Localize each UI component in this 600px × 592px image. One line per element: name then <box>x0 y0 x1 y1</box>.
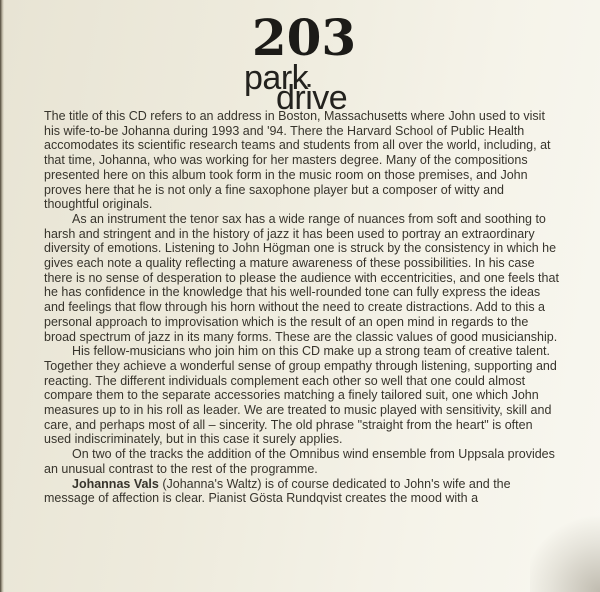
album-title-word-drive: drive <box>276 79 348 117</box>
track-title-johannas-vals: Johannas Vals <box>72 476 159 491</box>
liner-notes-paragraph-4: On two of the tracks the addition of the Omnibus wind ensemble from Uppsala provides an unusual contrast to the rest of the programme. <box>44 447 555 476</box>
liner-notes-paragraph-1: The title of this CD refers to an address in Boston, Massachusetts where John used to visit his wife-to-be Johanna during 1993 and '94. There the Harvard School of Public Health accomodates its scientific research teams and students from all over the world, including, at that time, Johanna, who was working for her masters degree. Many of the compositions presented here on this album took form in the music room on those premises, and John proves here that he is not only a fine saxophone player but a composer of witty and thoughtful originals. <box>44 109 551 212</box>
page-left-edge-shadow <box>0 0 4 592</box>
album-number: 203 <box>251 8 357 67</box>
liner-notes-paragraph-5 <box>44 477 561 506</box>
liner-notes-paragraph-2: As an instrument the tenor sax has a wide range of nuances from soft and soothing to harsh and stringent and in the history of jazz it has been used to portray an extraordinary diversity of emotions. Listening to John Högman one is struck by the consistency in which he gives each note a quality reflecting a mature awareness of these possibilities. In his case there is no sense of desperation to please the audience with eccentricities, and one feels that he has confidence in the knowledge that his well-rounded tone can fully express the ideas and feelings that flow through his horn without the need to create distractions. Add to this a personal approach to improvisation which is the result of an open mind in regards to the broad spectrum of jazz in its many forms. These are the classic values of good musicianship. <box>44 211 559 344</box>
album-title-word-park: park <box>244 59 309 97</box>
liner-notes-paragraph-3: His fellow-musicians who join him on this CD make up a strong team of creative talent. Together they achieve a wonderful sense of group empathy through listening, supporting and reacting. The different individuals complement each other so well that one could almost compare them to the separate accessories matching a finely tailored suit, one which John measures up to in his roll as leader. We are treated to music played with sensitivity, skill and care, and perhaps most of all – sincerity. The old phrase "straight from the heart" is often used indiscriminately, but in this case it surely applies. <box>44 344 557 447</box>
liner-notes-paragraph-5-text: (Johanna's Waltz) is of course dedicated to John's wife and the message of affection is clear. Pianist Gösta Rundqvist creates the mood with a <box>44 476 511 506</box>
page-corner-shadow <box>530 507 600 592</box>
liner-notes <box>44 109 561 506</box>
